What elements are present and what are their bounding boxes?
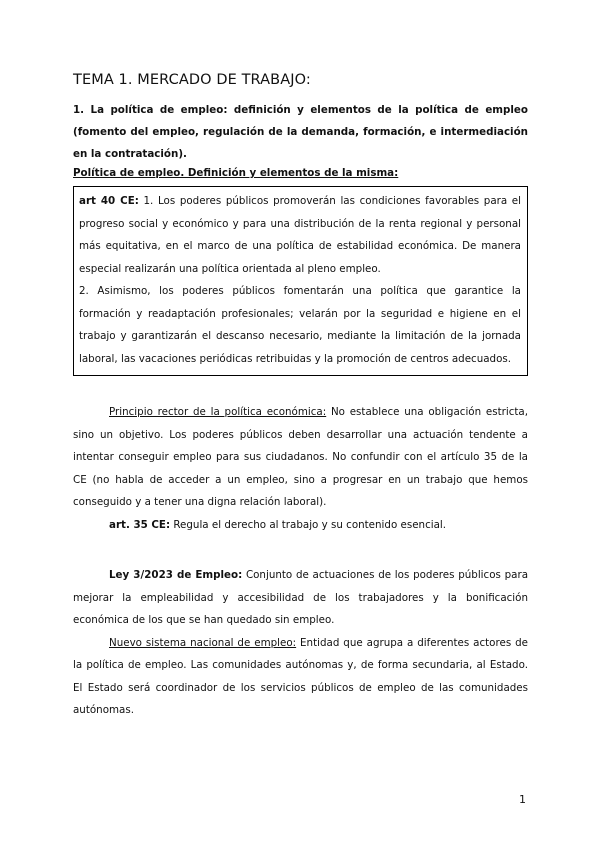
box-paragraph-2: 2. Asimismo, los poderes públicos fomentarán una política que garantice la formación y readaptación profesionales; velarán por la seguridad e higiene en el trabajo y garantizarán el descanso necesario, mediante la limitación de la jornada laboral, las vacaciones periódicas retribuidas y la promoción de centros adecuados. <box>79 285 521 365</box>
art35-text: Regula el derecho al trabajo y su contenido esencial. <box>170 518 447 531</box>
page-title: TEMA 1. MERCADO DE TRABAJO: <box>73 72 311 88</box>
principio-text: No establece una obligación estricta, sino un objetivo. Los poderes públicos deben desarrollar una actuación tendente a intentar conseguir empleo para sus ciudadanos. No confundir con el artículo 35 de la CE (no habla de acceder a un empleo, sino a progresar en un trabajo que hemos conseguido y a tener una digna relación laboral). <box>73 406 529 508</box>
article-40-label: art 40 CE: <box>79 195 139 207</box>
sistema-text: Entidad que agrupa a diferentes actores de la política de empleo. Las comunidades autónomas y, de forma secundaria, al Estado. El Estado será coordinador de los servicios públicos de empleo de las comunidades autónomas. <box>73 636 528 716</box>
box-paragraph-1 <box>79 190 521 280</box>
principio-paragraph <box>73 401 528 514</box>
art35-label: art. 35 CE: <box>109 518 171 531</box>
principio-label: Principio rector de la política económica: <box>109 406 327 418</box>
page-content <box>73 72 528 722</box>
sistema-label: Nuevo sistema nacional de empleo: <box>109 636 297 649</box>
sistema-paragraph <box>73 632 528 722</box>
article-40-box <box>73 186 528 376</box>
section-heading: Política de empleo. Definición y elementos de la misma: <box>73 167 399 179</box>
ley-label: Ley 3/2023 de Empleo: <box>109 569 243 581</box>
page-number: 1 <box>519 793 526 806</box>
ley-text: Conjunto de actuaciones de los poderes públicos para mejorar la empleabilidad y accesibilidad de los trabajadores y la bonificación económica de los que se han quedado sin empleo. <box>73 569 528 626</box>
section-subtitle: 1. La política de empleo: definición y elementos de la política de empleo (fomento del empleo, regulación de la demanda, formación, e intermediación en la contratación). <box>73 104 528 160</box>
ley-paragraph <box>73 564 528 632</box>
art35-paragraph <box>73 514 528 537</box>
article-40-text: 1. Los poderes públicos promoverán las condiciones favorables para el progreso social y económico y para una distribución de la renta regional y personal más equitativa, en el marco de una política de estabilidad económica. De manera especial realizarán una política orientada al pleno empleo. <box>79 195 521 275</box>
